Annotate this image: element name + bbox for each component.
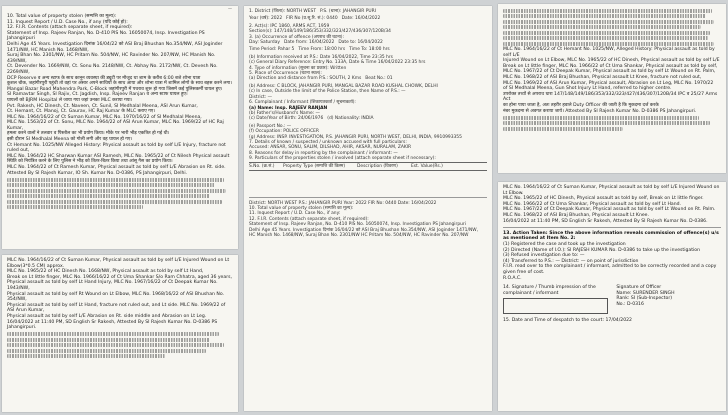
text-line: HC Manish No. 1468/NW, Suraj Bhan No. 2301/NW HC Pritam No. 504/NW, HC Ravinder No. 207/NW [249,233,469,238]
info-received-field: (b) Information received at P.S.: Date 16/04/2022, Time 23:35 hrs [249,54,393,60]
complainant-address-field: (g) Address: INSP. INVESTIGATION, P.S. JAHANGIR PURI, NORTH WEST, DELHI, INDIA, 9910993355 [249,134,462,140]
illegible-text-line [503,127,623,131]
text-line: MLC No. 1965/22 of HC Dinesh, Physical assault as told by self, Break on Lt little finger. [503,196,704,202]
document-page-3-fir-form [244,6,492,411]
text-line: 10. Total value of property stolen (सम्पत्ति का मूल्य): [7,14,117,19]
ps-field: P.S. (थाना): JAHANGIR PURI [320,9,376,14]
officer-signature-label: Signature of Officer [616,285,662,291]
statement-continuation-text [498,4,726,135]
text-line: Delhi Age 45 Years. Investigation दिनांक 16/04/22 को ASI Braj Bhushan No.354/NW, ASI Joginder 1471/NW, HC Manish No. 1468/NW, [7,41,223,53]
text-line: Pvt. Rakesh, HC Dinesh, Ct. Naveen, Ct. Sunil, SI Medhalal Meena, ASI Arun Kumar, [7,103,198,109]
text-line: SI Ramavtar Singh, SI Rajiv, Ct. Jagdish, Insp. Rajeev Ranjan व अन्य स्टाफ घायल हुए। [7,92,188,98]
text-line: का होना पाया जाता है, अतः तहरीर हवाले Duty Officer की जाती है कि मुकदमा दर्ज करके [503,102,659,108]
text-line: घायलों को BJRM Hospital ले जाया गया जहां उनका MLC कराया गया। [7,97,133,103]
fir-number-field: FIR No (प्र.सू.रि. सं.): 0440 [286,16,338,22]
accused-heading: 7. Details of known / suspected / unknown accused with full particulars: [249,139,407,145]
delay-reason-field: 8. Reasons for delay in reporting by the complainant / informant: — [249,150,398,156]
text-line: Physical assault as told by self Lt Hand, fracture not ruled out, and Lt side. MLC No. 1969/22 of ASI Arun Kumar, [7,302,226,314]
illegible-text-line [7,354,165,358]
illegible-text-line [7,349,206,353]
illegible-text-line [7,194,210,198]
text-line: DCP Reserve व अन्य स्टाफ के साथ कानून व्यवस्था की ड्यूटी पर मौजूद था शाम के करीब 6:00 बजे शोभा यात्रा [7,75,201,81]
text-line: Break on Lt little finger, MLC No. 1966/16/22 of Ct Uma Shankar S/o Ram Chhatra, aged 36 years, [7,274,232,280]
date-from-field: Date from: 16/04/2022 [284,40,335,46]
text-line: Ct. Devender No. 1669/NW, Ct. Sonu No. 2148/NW, Ct. Abhay No. 2172/NW, Ct. Devesh No. 2269/NW, [7,64,218,75]
illegible-text-line [503,25,701,29]
illegible-text-line [7,200,222,204]
roac-label: R.O.A.C. [503,275,522,281]
text-line: 11. Inquest Report / U.D. Case No., if any (यदि कोई हो): [7,19,128,25]
text-line: 16/04/2022 at 11:40 PM, SD English Sr Rakesh, Attested By SI Rajesh Kumar No. D-0386. [503,218,708,224]
action-taken-text [498,182,726,327]
year-field: Year (वर्ष): 2022 [249,16,283,22]
district-outside-field: District: — [249,94,273,100]
sections-field: Section(s): 147/148/149/186/353/332/323/427/436/307/120B/34 [249,29,391,35]
illegible-text-line [7,189,226,193]
direction-field: (a) Direction and distance from P.S.: SOUTH, 2 Kms [249,76,362,82]
text-line: MLC No. 1969/22 of ASI Arun Kumar, Physical assault, Abrasion on Lt Leg, MLC No. 1970/22 [503,80,714,86]
text-line: MLC No. 1966/22 of Ct Uma Shankar, Physical assault as told by self Lt Hand. [503,201,682,207]
divider [503,227,721,228]
signature-row [503,285,721,316]
illegible-text-line [503,14,706,18]
property-table-header [249,162,487,171]
text-line: हमला करने वालों ने तलवार व पिस्तौल का भी प्रयोग किया। मौके पर भारी भीड़ एकत्रित हो गई थी। [7,131,170,137]
col-description: Description (विवरण) [357,163,398,169]
text-line: MLC No. 1964/16/22 of Ct Suman Kumar, Physical assault as told by self L/E Injured Wound on Lt Elbow. [503,185,720,196]
day-field: Day: Saturday [249,40,281,46]
text-line: MLC No. 1964/16/22 of Ct Suman Kumar, Physical assault as told by self L/E Injured Wound on Lt Elbow(3*0.5 CM) approx. [7,258,230,269]
fir-statement-text [2,11,238,214]
outside-ps-field: (c) In case, Outside the limit of the Police Station, then Name of P.S.: — [249,89,406,95]
illegible-text-line [503,42,714,46]
dob-row [249,116,487,121]
illegible-text-line [503,36,708,40]
beat-field: Beat No.: 01 [365,76,393,82]
text-line: Attested By SI Rajesh Kumar, IO Sh. Kumar No. D-0386, PS Jahangirpuri, Delhi. [7,170,188,176]
occurrence-row [249,40,487,45]
action-item: (1) Registered the case and took up the investigation [503,241,626,247]
text-line: कुशल चौक, जहांगीरपुरी पहुंची तो वहां पर अंसार अपने साथियों के साथ आया और शोभा यात्रा में शामिल लोगों के साथ बहस करने लगा। [7,81,232,87]
text-line: Physical assault as told by self L/E Abrasion on Rt. side middle and Abrasion on Lt Leg. [7,313,207,319]
illegible-text-line [503,121,710,125]
text-line: इसी दौरान SI Medhalal Meena को गोली लगी और वह घायल हो गए। [7,137,133,143]
action-item: (3) Refused investigation due to: — [503,253,585,259]
despatch-date-field: 15. Date and Time of despatch to the court: 17/04/2022 [503,318,632,324]
action-taken-heading: 13. Action Taken: Since the above information reveals commission of offence(s) u/s as mentioned at Item No. 2: [503,230,719,242]
text-line: MLC No. 1968/22 of ASI Braj Bhushan, Physical assault Lt Knee. [503,212,649,218]
illegible-text-line [503,9,712,13]
acts-field: 2. Act(s): IPC 1860, ARMS ACT, 1959 [249,23,330,29]
divider [249,197,487,198]
text-line: of SI Medhalal Meena, Gun Shot Injury Lt Hand, referred to higher centre. [503,86,672,92]
header-row [249,9,487,14]
text-line: स्थिति को नियंत्रित करने के लिए पुलिस ने भीड़ को तितर-बितर किया तथा आंसू गैस का प्रयोग किया। [7,159,173,165]
illegible-text-line [503,20,714,24]
text-line: 11. Inquest Report / U.D. Case No., if any: [249,211,341,217]
fir-form-fields [244,6,492,241]
text-line: Physical assault as told by self Rt Wound on Lt Elbow, MLC No. 1968/16/22 of ASI Bhushan No. 354/NW, [7,291,225,303]
text-line: Break on Lt little finger, MLC No. 1966/22 of Ct Uma Shankar, Physical assault as told by self, [503,63,718,69]
text-line: 16/04/2022 at 11:40 PM, SD English Sr Rakesh, Attested By SI Rajesh Kumar No. D-0386 PS Jahangirpuri. [7,319,218,331]
officer-name: Name: SURENDER SINGH [616,290,675,296]
text-line: MLC No. 1964/16/22 of Ct Hemant No. 1025/NW, Alleged History: Physical assault as told by self L/E [503,47,715,58]
complainant-signature-box [503,298,608,314]
text-line: MLC No. 1967/22 of Ct Deepak Kumar, Physical assault as told by self Lt Wound on Rt. Palm, [503,69,716,75]
text-line: MLC No. 1563/22 of Ct. Sonu, MLC No. 1964/22 of ASI Arun Kumar, MLC No. 1969/22 of HC Raj Kumar, [7,120,224,131]
illegible-text-line [7,338,210,342]
text-line: Ct Hemant No. 1025/NW Alleged History: Physical assault as told by self L/E Injury, fracture not ruled out, [7,142,226,154]
text-line: Ct. Hemant, Ct. Manoj, Ct. Gaurav, HC Raj Kumar के MLC कराए गए। [7,109,156,115]
text-line: 12. F.I.R. Contents (attach separate sheet, if required): [249,216,369,222]
document-page-2 [2,255,238,412]
illegible-text-line [7,205,143,209]
text-line: Physical assault as told by self Lt Hand Injury, MLC No. 1967/16/22 of Ct Deepak Kumar No. 1943/NW, [7,280,218,291]
illegible-text-line [7,183,215,187]
district-field: 1. District (जिला): NORTH WEST [249,9,316,14]
header-row-2 [249,16,487,21]
document-page-5 [498,182,726,411]
text-line: MLC No. 1964/16/22 of Ct Suman Kumar, MLC No. 1970/16/22 of SI Medhalal Meena, [7,114,202,120]
text-line: Injured Wound on Lt Elbow, MLC No. 1965/22 of HC Dinesh, Physical assault as told by self L/E [503,58,720,64]
action-item: (4) Transferred to P.S.: — District: — on point of jurisdiction [503,258,639,264]
property-heading: 9. Particulars of the properties stolen / involved (attach separate sheet if necessary): [249,156,436,162]
col-property-type: Property Type (सम्पत्ति की किस्म) [283,163,346,169]
text-line: MLC No. 1965/22 of HC Dinesh No. 1668/NW, Physical assault as told by self Lt Hand, [7,269,204,275]
text-line: Statement of Insp. Rajeev Ranjan, No. D-410 PIS No. 16050074, Insp. Investigation PS Jahangirpuri [249,222,466,228]
place-heading: 5. Place of Occurrence (घटना स्थल): [249,71,322,77]
dob-field: (c) Date/Year of Birth: 24/06/1976 [249,116,324,122]
officer-rank: Rank: SI (Sub-Inspector) [616,296,673,302]
text-line: नंबर मुकदमा से अवगत कराया जाये। Attested By SI Rajesh Kumar No. D-0386 PS Jahangirpuri. [503,108,697,114]
address-field: (b) Address: C BLOCK, JAHANGIR PURI, MANGAL BAZAR ROAD KUSHAL CHOWK, DELHI [249,83,438,89]
col-sno: S.No. (क्र.सं.) [249,163,275,169]
text-line: MLC No. 1964/22 of Ct Ramesh Kumar, Physical assault as told by self L/E Abrasion on Rt. side. [7,165,226,171]
time-from-field: Time From: 18:00 hrs [298,47,346,53]
officer-number: No.: D-0316 [616,301,644,307]
general-diary-field: (c) General Diary Reference: Entry No. 133A, Date & Time 16/04/2022 23:35 hrs [249,60,426,66]
complainant-name: (a) Name: Insp. RAJEEV RANJAN [249,105,328,111]
complainant-heading: 6. Complainant / Informant (शिकायतकर्ता / सूचनाकर्ता): [249,100,356,106]
document-page-4 [498,4,726,173]
time-period-field: Time Period: Pahar 5 [249,47,295,53]
read-over-note: F.I.R. read over to the complainant / informant, admitted to be correctly recorded and a copy given free of cost. [503,264,717,275]
col-value: Est. Value(Rs.) [411,163,443,169]
passport-field: (e) Passport No.: — [249,123,292,129]
mlc-details-text [2,255,238,363]
accused-list: Accused: ANSAR, SONU, SALIM, DILSHAD, AHIR, AKSAR, NURALAM, ZAKIR [249,145,412,151]
time-to-field: Time To: 18:00 hrs [349,47,390,53]
officer-signature-block [616,285,721,316]
date-to-field: Date to: 16/04/2022 [338,40,383,46]
text-line: Mangal Bazar Road Mahendra Park, C-Block जहांगीरपुरी में पथराव शुरू हो गया जिसमें कई पुलिसकर्मी घायल हुए। [7,86,223,92]
time-row [249,47,487,52]
illegible-text-line [7,343,224,347]
document-page-1 [2,6,238,249]
text-line: MLC No. 1964/22 HC Sharwan Kumar ASI Ramesh, MLC No. 1965/22 of Ct Nilesh Physical assault [7,153,230,159]
illegible-text-line [503,116,699,120]
illegible-text-line [503,31,710,35]
father-name-field: (b) Father's/Husband's Name: — [249,110,320,116]
text-line: उपरोक्त तथ्यों से अपराध धारा 147/148/149/186/353/332/323/427/436/307/120B/34 IPC व 25/27 Arms Act [503,91,718,103]
direction-row [249,76,487,81]
info-type-field: 4. Type of information (सूचना का प्रकार): Written [249,65,347,71]
text-line: MLC No. 1967/22 of Ct Deepak Kumar, Physical assault as told by self Lt Wound on Rt. Palm. [503,207,716,213]
bottom-page-header: District: NORTH WEST P.S.: JAHANGIR PURI Year: 2022 FIR No: 0440 Date: 16/04/2022 [249,200,437,206]
text-line: Statement of Insp. Rajeev Ranjan, No. D-410 PIS No. 16050074, Insp. Investigation PS Jahangirpuri [7,30,205,42]
action-item: (2) Directed (Name of I.O.): SI RAJESH KUMAR No. D-0386 to take up the investigation [503,247,701,253]
complainant-signature-label: 14. Signature / Thumb impression of the complainant / informant [503,285,596,296]
illegible-text-line [7,332,219,336]
text-line: Suraj Bhan No. 2301/NW, HC Pritam No. 504/NW, HC Ravinder No. 207/NW, HC Manish No. 439/NW, [7,53,216,64]
text-line: Delhi Age 45 Years. Investigation दिनांक 16/04/22 को ASI Braj Bhushan No.354/NW, ASI Joginder 1471/NW, [249,227,478,233]
text-line: 12. F.I.R. Contents (attach separate sheet, if required): [7,25,133,31]
occurrence-heading: 3. (a) Occurrence of offence (अपराध की घटना): [249,34,344,40]
illegible-text-line [7,178,224,182]
text-line: MLC No. 1968/22 of ASI Braj Bhushan, Physical assault Lt Knee, fracture not ruled out, [503,74,702,80]
complainant-signature-block [503,285,608,316]
text-line: 10. Total value of property stolen (सम्पत्ति का मूल्य): [249,205,354,211]
date-field: Date: 16/04/2022 [341,16,381,22]
page-number: — [228,6,232,11]
occupation-field: (f) Occupation: POLICE OFFICER [249,129,319,135]
nationality-field: (d) Nationality: INDIA [327,116,374,122]
